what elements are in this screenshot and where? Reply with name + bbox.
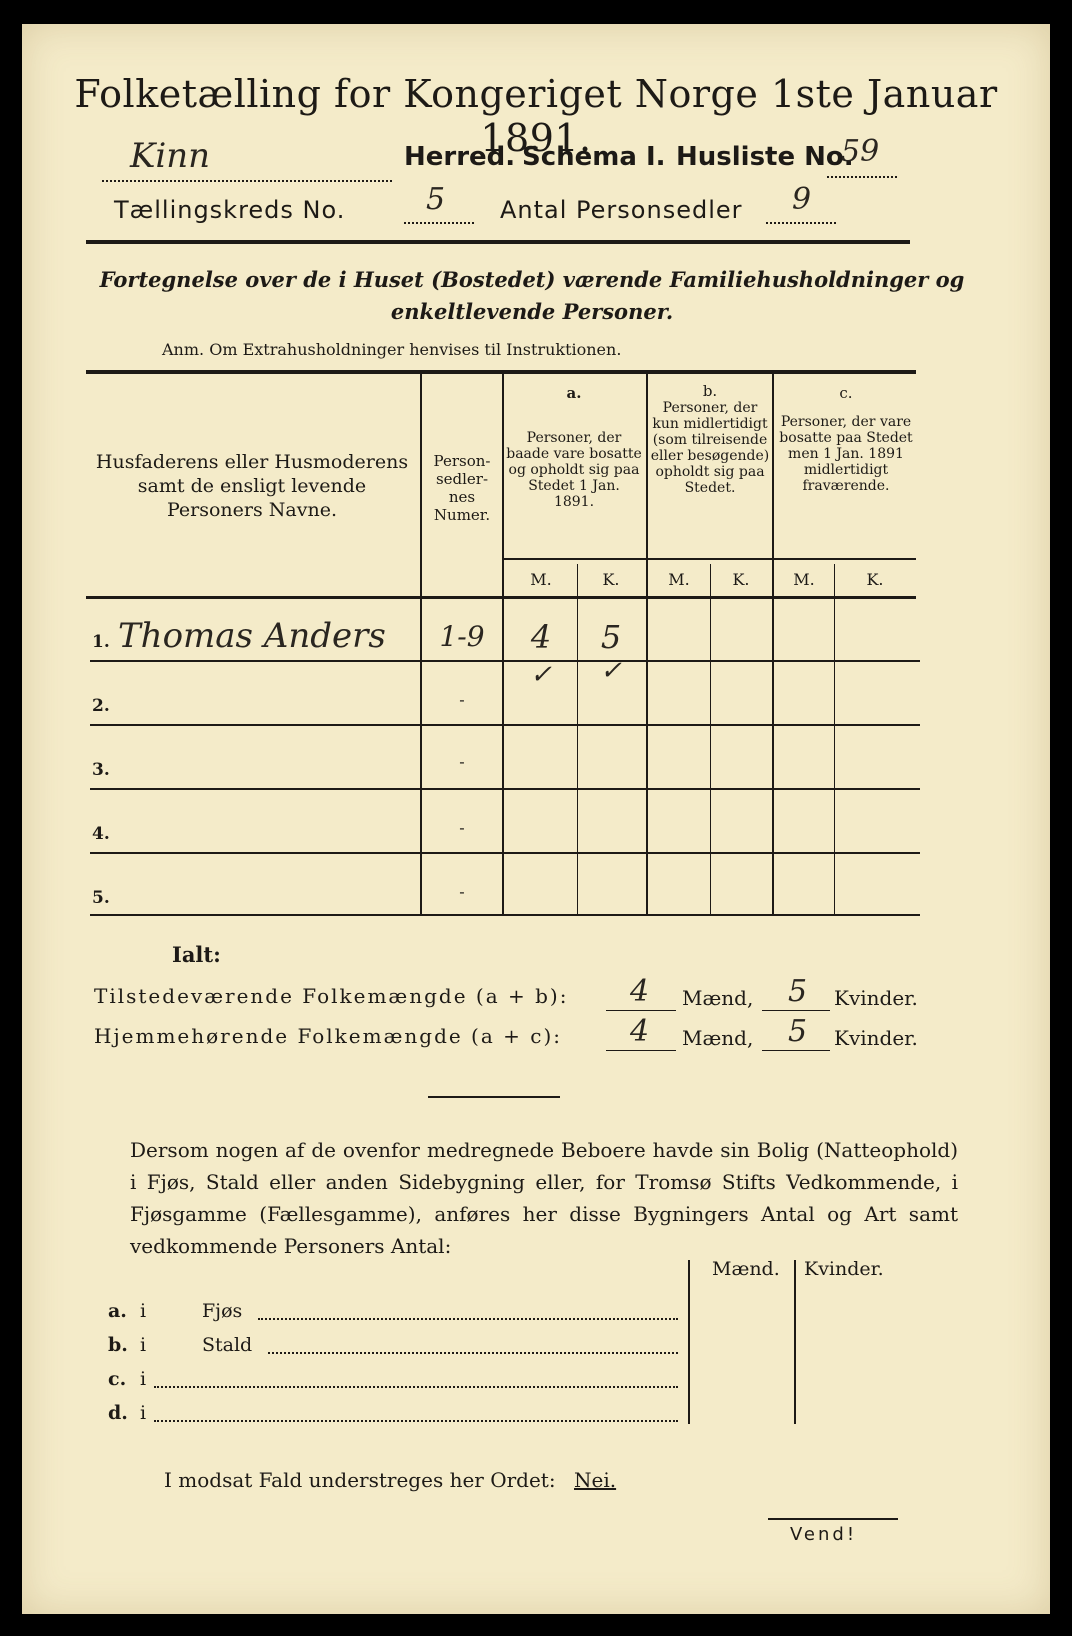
tilstede-m-value: 4 — [630, 974, 650, 1009]
schema-label: Schema I. — [522, 142, 666, 172]
row-rule — [90, 724, 920, 726]
separator — [428, 1096, 560, 1098]
hjemme-maend: Mænd, — [682, 1026, 754, 1050]
tilstede-label: Tilstedeværende Folkemængde (a + b): — [94, 984, 569, 1008]
tilstede-kvinder: Kvinder. — [834, 986, 918, 1010]
col-b-letter: b. — [702, 382, 718, 400]
item-label: Stald — [202, 1334, 253, 1356]
row-a-k: ✓ — [600, 656, 622, 686]
col-header-b: Personer, der kun midlertidigt (som tilreisende eller besøgende) opholdt sig paa Stedet. — [650, 400, 770, 496]
census-form — [22, 24, 1050, 1614]
row-number: 2. — [92, 696, 110, 716]
k-label: K. — [732, 570, 750, 589]
anm-note: Anm. Om Extrahusholdninger henvises til Instruktionen. — [162, 340, 622, 359]
m-label: M. — [793, 570, 815, 589]
husliste-field — [827, 134, 897, 178]
intro-heading: Fortegnelse over de i Huset (Bostedet) værende Familiehusholdninger og enkeltlevende Personer. — [99, 267, 965, 324]
row-rule — [90, 914, 920, 916]
row-number: 4. — [92, 824, 110, 844]
form-title: Folketælling for Kongeriget Norge 1ste Januar 1891. — [74, 72, 998, 160]
hjemme-kvinder: Kvinder. — [834, 1026, 918, 1050]
col-divider — [420, 374, 422, 914]
item-label: Fjøs — [202, 1300, 243, 1322]
herred-label: Herred. — [404, 142, 516, 172]
m-label: M. — [668, 570, 690, 589]
m-label: M. — [530, 570, 552, 589]
nei-word: Nei. — [574, 1468, 617, 1492]
ialt-label: Ialt: — [172, 942, 221, 967]
item-prefix: i — [140, 1368, 147, 1390]
col-divider — [772, 374, 774, 914]
col-c-letter: c. — [839, 384, 853, 402]
hjemme-k-value: 5 — [788, 1014, 808, 1049]
row-a-m: 4 — [530, 618, 552, 656]
hjemme-m-field — [606, 1014, 676, 1051]
item-prefix: i — [140, 1334, 147, 1356]
row-a-m: ✓ — [530, 660, 552, 690]
mk-divider — [577, 564, 578, 914]
item-prefix: i — [140, 1402, 147, 1424]
row-number: 3. — [92, 760, 110, 780]
item-letter: a. — [108, 1300, 127, 1322]
item-dots — [268, 1338, 678, 1354]
col-header-a: Personer, der baade vare bosatte og opholdt sig paa Stedet 1 Jan. 1891. — [506, 430, 642, 510]
item-letter: d. — [108, 1402, 128, 1424]
buildings-divider — [688, 1260, 690, 1424]
row-sedler: - — [459, 882, 465, 901]
item-dots — [258, 1304, 678, 1320]
hjemme-label: Hjemmehørende Folkemængde (a + c): — [94, 1024, 562, 1048]
herred-field — [102, 136, 392, 182]
tilstede-k-field — [762, 974, 830, 1011]
antal-value: 9 — [792, 182, 812, 217]
col-header-numbers: Person-sedler-nes Numer. — [433, 452, 491, 524]
item-letter: b. — [108, 1334, 128, 1356]
husliste-label: Husliste No. — [676, 142, 854, 172]
mk-rule — [502, 558, 916, 560]
kreds-label: Tællingskreds No. — [114, 196, 346, 224]
husliste-value: 59 — [841, 134, 880, 169]
row-a-k: 5 — [600, 618, 622, 656]
buildings-divider — [794, 1260, 796, 1424]
antal-field — [766, 182, 836, 224]
row-sedler: - — [459, 818, 465, 837]
table-top-rule — [86, 370, 916, 374]
tilstede-maend: Mænd, — [682, 986, 754, 1010]
buildings-maend-header: Mænd. — [712, 1258, 780, 1280]
row-sedler: - — [459, 690, 465, 709]
instruction-paragraph: Dersom nogen af de ovenfor medregnede Beboere havde sin Bolig (Natteophold) i Fjøs, Stald eller anden Sidebygning eller, for Tromsø Stifts Vedkommende, i Fjøsgamme (Fællesgamme), anføres her disse Bygningers Antal og Art samt vedkommende Personers Antal: — [130, 1138, 958, 1258]
row-name: Thomas Anders — [118, 616, 386, 656]
mk-divider — [710, 564, 711, 914]
kreds-value: 5 — [426, 182, 446, 217]
row-rule — [90, 852, 920, 854]
modsat-text: I modsat Fald understreges her Ordet: — [164, 1468, 556, 1492]
col-divider — [646, 374, 648, 914]
herred-value: Kinn — [130, 136, 211, 176]
vend-rule — [768, 1518, 898, 1520]
item-prefix: i — [140, 1300, 147, 1322]
col-header-names: Husfaderens eller Husmoderens samt de ensligt levende Personers Navne. — [95, 451, 409, 521]
antal-label: Antal Personsedler — [500, 196, 743, 224]
row-sedler: - — [459, 752, 465, 771]
col-divider — [502, 374, 504, 914]
col-header-c: Personer, der vare bosatte paa Stedet men 1 Jan. 1891 midlertidigt fraværende. — [779, 414, 913, 494]
row-rule — [90, 660, 920, 662]
k-label: K. — [866, 570, 884, 589]
row-number: 1. — [92, 632, 110, 652]
item-dots — [154, 1372, 678, 1388]
col-a-letter: a. — [566, 384, 582, 402]
table-header-rule — [86, 596, 916, 599]
k-label: K. — [602, 570, 620, 589]
row-rule — [90, 788, 920, 790]
header-rule — [86, 240, 910, 244]
hjemme-m-value: 4 — [630, 1014, 650, 1049]
tilstede-k-value: 5 — [788, 974, 808, 1009]
tilstede-m-field — [606, 974, 676, 1011]
kreds-field — [404, 182, 474, 224]
hjemme-k-field — [762, 1014, 830, 1051]
row-sedler: 1-9 — [439, 620, 485, 653]
mk-divider — [834, 564, 835, 914]
buildings-kvinder-header: Kvinder. — [804, 1258, 884, 1280]
item-dots — [154, 1406, 678, 1422]
row-number: 5. — [92, 888, 110, 908]
item-letter: c. — [108, 1368, 127, 1390]
vend-text: Vend! — [790, 1524, 858, 1545]
